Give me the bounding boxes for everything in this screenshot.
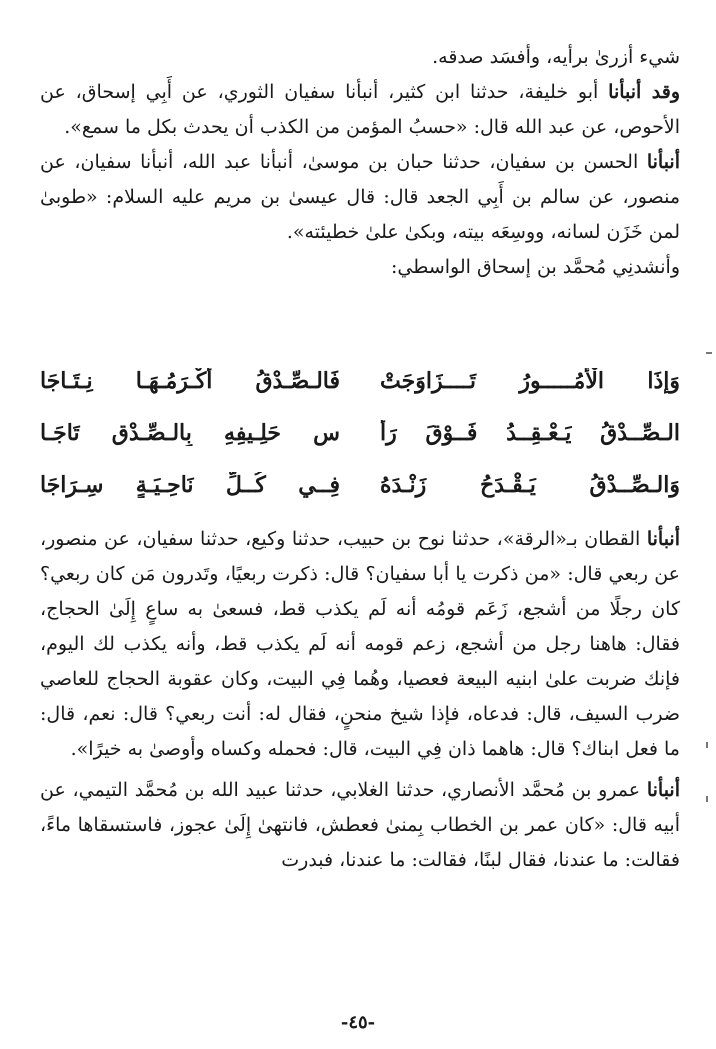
verse-first-hemistich: وَإِذَا الْأُمُـــــورُ تَــــزَاوَجَتْ xyxy=(380,368,680,394)
verse-second-hemistich: فِــي كُــلِّ نَاحِـيَـةٍ سِـرَاجَا xyxy=(40,472,340,498)
paragraph-poem-intro xyxy=(40,250,680,285)
paragraph-text: عمرو بن مُحمَّد الأنصاري، حدثنا الغلابي، حدثنا عبيد الله بن مُحمَّد التيمي، عن أبيه قال: «كان عمر بن الخطاب بِمنىٰ فعطش، فانتهىٰ إِلَىٰ عجوز، فاستسقاها ماءً، فقالت: ما عندنا، فقال لبنًا، فقالت: ما عندنا، فبدرت xyxy=(40,779,680,871)
verse-second-hemistich: سِ حَلِـيفِهِ بِالـصِّـدْقِ تَاجَـا xyxy=(40,420,340,446)
scan-edge-mark xyxy=(706,796,708,802)
paragraph-hadith-2 xyxy=(40,145,680,250)
paragraph-lead: وقد أنبأنا xyxy=(608,81,681,103)
scan-edge-mark xyxy=(706,742,708,748)
paragraph-lead: أنبأنا xyxy=(646,151,680,173)
paragraph-text: وأنشدنِي مُحمَّد بن إسحاق الواسطي: xyxy=(391,256,680,278)
verse-second-hemistich: فَالـصِّـدْقُ أَكْـرَمُـهَـا نِـتَـاجَا xyxy=(40,368,340,394)
verse-first-hemistich: وَالـصِّــدْقُ يَـقْـدَحُ زَنْـدَهُ xyxy=(380,472,680,498)
prose-block-bottom xyxy=(40,522,680,878)
poem-verse-3 xyxy=(40,472,680,516)
paragraph-hadith-1 xyxy=(40,75,680,145)
scan-edge-mark xyxy=(706,352,712,354)
prose-block-top xyxy=(40,40,680,285)
paragraph-hadith-4 xyxy=(40,773,680,878)
paragraph-hadith-3 xyxy=(40,522,680,767)
paragraph-lead: أنبأنا xyxy=(646,779,680,801)
page-number: -٤٥- xyxy=(340,1012,376,1033)
paragraph-continuation xyxy=(40,40,680,75)
poem-verse-1 xyxy=(40,368,680,412)
verse-first-hemistich: الـصِّــدْقُ يَـعْـقِــدُ فَــوْقَ رَأْ xyxy=(380,420,680,446)
paragraph-text: شيء أزرىٰ برأيه، وأفسَد صدقه. xyxy=(432,46,680,68)
paragraph-text: الحسن بن سفيان، حدثنا حبان بن موسىٰ، أنبأنا عبد الله، أنبأنا سفيان، عن منصور، عن سالم بن أَبِي الجعد قال: قال عيسىٰ بن مريم عليه السلام: «طوبىٰ لمن خَزَن لسانه، ووسِعَه بيته، وبكىٰ علىٰ خطيئته». xyxy=(40,151,680,243)
poem-verse-2 xyxy=(40,420,680,464)
paragraph-lead: أنبأنا xyxy=(646,528,680,550)
paragraph-text: أبو خليفة، حدثنا ابن كثير، أنبأنا سفيان الثوري، عن أَبِي إسحاق، عن الأحوص، عن عبد الله قال: «حسبُ المؤمن من الكذب أن يحدث بكل ما سمع». xyxy=(40,81,680,138)
paragraph-text: القطان بـ«الرقة»، حدثنا نوح بن حبيب، حدثنا وكيع، حدثنا سفيان، عن منصور، عن ربعي قال: «من ذكرت يا أبا سفيان؟ قال: ذكرت ربعيًا، وتَدرون مَن كان ربعي؟ كان رجلًا من أشجع، زَعَم قومُه أنه لَم يكذب قط، فسعىٰ به ساعٍ إِلَىٰ الحجاج، فقال: هاهنا رجل من أشجع، زعم قومه أنه لَم يكذب قط، وأنه يكذب لك اليوم، فإنك ضربت علىٰ ابنيه البيعة فعصيا، وهُما فِي البيت، وكان عقوبة الحجاج للعاصي ضرب السيف، قال: فدعاه، فإذا شيخ منحنٍ، فقال له: أنت ربعي؟ قال: نعم، قال: ما فعل ابناك؟ قال: هاهما ذان فِي البيت، قال: فحمله وكساه وأوصىٰ به خيرًا». xyxy=(40,528,680,760)
